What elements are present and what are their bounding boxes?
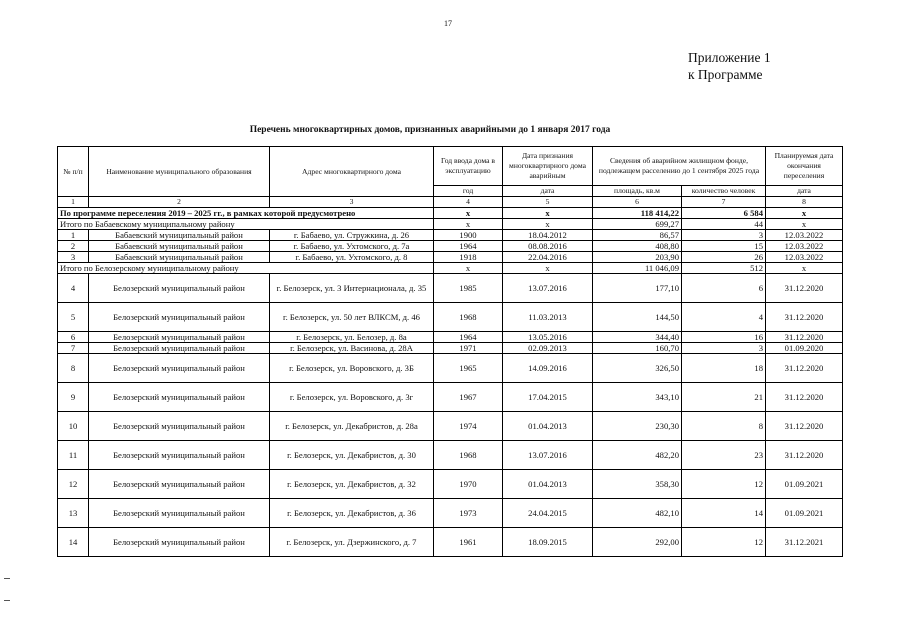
column-number: 5 (503, 197, 593, 208)
subheader-year: год (434, 186, 503, 197)
row-year: 1970 (434, 470, 503, 499)
row-municipality: Белозерский муниципальный район (89, 343, 270, 354)
row-year: 1968 (434, 303, 503, 332)
row-municipality: Белозерский муниципальный район (89, 274, 270, 303)
row-end-date: 31.12.2020 (766, 354, 843, 383)
row-num: 14 (58, 528, 89, 557)
row-people: 4 (682, 303, 766, 332)
program-total-people: 6 584 (682, 208, 766, 219)
row-municipality: Бабаевский муниципальный район (89, 241, 270, 252)
belozersk-total-end: x (766, 263, 843, 274)
row-address: г. Белозерск, ул. Белозер, д. 8а (270, 332, 434, 343)
row-area: 144,50 (593, 303, 682, 332)
table-row (58, 528, 843, 557)
babaevo-total-label: Итого по Бабаевскому муниципальному району (58, 219, 434, 230)
column-number: 2 (89, 197, 270, 208)
subheader-end-date: дата (766, 186, 843, 197)
row-num: 7 (58, 343, 89, 354)
row-end-date: 31.12.2020 (766, 274, 843, 303)
belozersk-total-label: Итого по Белозерскому муниципальному району (58, 263, 434, 274)
row-people: 15 (682, 241, 766, 252)
row-year: 1968 (434, 441, 503, 470)
row-address: г. Белозерск, ул. Васинова, д. 28А (270, 343, 434, 354)
row-num: 9 (58, 383, 89, 412)
program-total-label: По программе переселения 2019 – 2025 гг., в рамках которой предусмотрено (58, 208, 434, 219)
subheader-people: количество человек (682, 186, 766, 197)
row-end-date: 01.09.2020 (766, 343, 843, 354)
header-year: Год ввода дома в эксплуатацию (434, 147, 503, 186)
column-number: 1 (58, 197, 89, 208)
babaevo-total-area: 699,27 (593, 219, 682, 230)
row-num: 12 (58, 470, 89, 499)
row-year: 1918 (434, 252, 503, 263)
row-date: 13.07.2016 (503, 274, 593, 303)
table-row (58, 303, 843, 332)
row-people: 26 (682, 252, 766, 263)
row-num: 2 (58, 241, 89, 252)
column-number: 7 (682, 197, 766, 208)
column-numbers-row (58, 197, 843, 208)
program-total-row (58, 208, 843, 219)
header-planned-end: Планируемая дата окончания переселения (766, 147, 843, 186)
row-date: 22.04.2016 (503, 252, 593, 263)
row-end-date: 01.09.2021 (766, 499, 843, 528)
row-municipality: Белозерский муниципальный район (89, 383, 270, 412)
row-num: 10 (58, 412, 89, 441)
row-date: 11.03.2013 (503, 303, 593, 332)
row-end-date: 31.12.2020 (766, 412, 843, 441)
row-num: 5 (58, 303, 89, 332)
row-date: 02.09.2013 (503, 343, 593, 354)
row-area: 343,10 (593, 383, 682, 412)
row-address: г. Бабаево, ул. Стружкина, д. 26 (270, 230, 434, 241)
table-row (58, 412, 843, 441)
row-year: 1965 (434, 354, 503, 383)
row-end-date: 31.12.2020 (766, 441, 843, 470)
row-date: 08.08.2016 (503, 241, 593, 252)
row-municipality: Белозерский муниципальный район (89, 332, 270, 343)
row-municipality: Бабаевский муниципальный район (89, 252, 270, 263)
row-num: 1 (58, 230, 89, 241)
row-address: г. Белозерск, ул. Декабристов, д. 30 (270, 441, 434, 470)
row-year: 1973 (434, 499, 503, 528)
row-address: г. Бабаево, ул. Ухтомского, д. 8 (270, 252, 434, 263)
row-num: 4 (58, 274, 89, 303)
belozersk-total-date: x (503, 263, 593, 274)
belozersk-total-people: 512 (682, 263, 766, 274)
row-year: 1985 (434, 274, 503, 303)
row-municipality: Белозерский муниципальный район (89, 528, 270, 557)
row-people: 16 (682, 332, 766, 343)
row-end-date: 12.03.2022 (766, 241, 843, 252)
row-end-date: 31.12.2021 (766, 528, 843, 557)
babaevo-total-end: x (766, 219, 843, 230)
row-municipality: Белозерский муниципальный район (89, 412, 270, 441)
row-date: 14.09.2016 (503, 354, 593, 383)
program-total-date: x (503, 208, 593, 219)
header-row (58, 147, 843, 186)
document-title: Перечень многоквартирных домов, признанных аварийными до 1 января 2017 года (249, 125, 611, 135)
table-row (58, 441, 843, 470)
belozersk-total-year: x (434, 263, 503, 274)
row-municipality: Белозерский муниципальный район (89, 470, 270, 499)
row-num: 8 (58, 354, 89, 383)
row-area: 160,70 (593, 343, 682, 354)
header-num: № п/п (58, 147, 89, 197)
row-area: 408,80 (593, 241, 682, 252)
row-num: 13 (58, 499, 89, 528)
row-year: 1971 (434, 343, 503, 354)
row-area: 292,00 (593, 528, 682, 557)
table-row (58, 252, 843, 263)
row-num: 3 (58, 252, 89, 263)
row-people: 12 (682, 528, 766, 557)
row-area: 203,90 (593, 252, 682, 263)
table-row (58, 470, 843, 499)
row-num: 6 (58, 332, 89, 343)
row-end-date: 31.12.2020 (766, 383, 843, 412)
row-address: г. Белозерск, ул. Декабристов, д. 28а (270, 412, 434, 441)
row-end-date: 31.12.2020 (766, 303, 843, 332)
margin-mark (4, 600, 10, 601)
column-number: 4 (434, 197, 503, 208)
row-address: г. Белозерск, ул. Декабристов, д. 36 (270, 499, 434, 528)
babaevo-total-people: 44 (682, 219, 766, 230)
header-fund-info: Сведения об аварийном жилищном фонде, подлежащем расселению до 1 сентября 2025 года (593, 147, 766, 186)
babaevo-total-date: x (503, 219, 593, 230)
row-area: 326,50 (593, 354, 682, 383)
table-row (58, 499, 843, 528)
table-row (58, 332, 843, 343)
row-num: 11 (58, 441, 89, 470)
row-date: 01.04.2013 (503, 470, 593, 499)
row-address: г. Белозерск, ул. Декабристов, д. 32 (270, 470, 434, 499)
row-area: 86,57 (593, 230, 682, 241)
row-address: г. Белозерск, ул. Воровского, д. 3г (270, 383, 434, 412)
row-end-date: 01.09.2021 (766, 470, 843, 499)
row-people: 21 (682, 383, 766, 412)
row-end-date: 12.03.2022 (766, 252, 843, 263)
row-municipality: Белозерский муниципальный район (89, 354, 270, 383)
appendix-line-2: к Программе (688, 67, 763, 82)
row-end-date: 31.12.2020 (766, 332, 843, 343)
column-number: 6 (593, 197, 682, 208)
row-municipality: Белозерский муниципальный район (89, 499, 270, 528)
header-address: Адрес многоквартирного дома (270, 147, 434, 197)
appendix-caption (688, 49, 771, 83)
row-area: 344,40 (593, 332, 682, 343)
row-area: 482,20 (593, 441, 682, 470)
table-row (58, 241, 843, 252)
row-area: 358,30 (593, 470, 682, 499)
header-municipality: Наименование муниципального образования (89, 147, 270, 197)
row-people: 23 (682, 441, 766, 470)
subheader-area: площадь, кв.м (593, 186, 682, 197)
row-date: 18.04.2012 (503, 230, 593, 241)
row-year: 1964 (434, 241, 503, 252)
program-total-area: 118 414,22 (593, 208, 682, 219)
subheader-date: дата (503, 186, 593, 197)
emergency-houses-table (57, 146, 843, 557)
row-people: 18 (682, 354, 766, 383)
margin-mark (4, 578, 10, 579)
appendix-line-1: Приложение 1 (688, 50, 771, 65)
row-end-date: 12.03.2022 (766, 230, 843, 241)
row-date: 01.04.2013 (503, 412, 593, 441)
row-address: г. Бабаево, ул. Ухтомского, д. 7а (270, 241, 434, 252)
babaevo-total-year: x (434, 219, 503, 230)
row-year: 1974 (434, 412, 503, 441)
page-number: 17 (444, 19, 452, 28)
program-total-year: x (434, 208, 503, 219)
row-date: 13.05.2016 (503, 332, 593, 343)
row-year: 1961 (434, 528, 503, 557)
table-row (58, 354, 843, 383)
table-row (58, 230, 843, 241)
column-number: 3 (270, 197, 434, 208)
column-number: 8 (766, 197, 843, 208)
program-total-end: x (766, 208, 843, 219)
row-address: г. Белозерск, ул. 50 лет ВЛКСМ, д. 46 (270, 303, 434, 332)
row-municipality: Белозерский муниципальный район (89, 441, 270, 470)
row-people: 8 (682, 412, 766, 441)
babaevo-total-row (58, 219, 843, 230)
table-row (58, 343, 843, 354)
row-people: 3 (682, 343, 766, 354)
row-year: 1900 (434, 230, 503, 241)
row-people: 12 (682, 470, 766, 499)
row-municipality: Бабаевский муниципальный район (89, 230, 270, 241)
row-date: 24.04.2015 (503, 499, 593, 528)
row-date: 17.04.2015 (503, 383, 593, 412)
row-year: 1964 (434, 332, 503, 343)
row-municipality: Белозерский муниципальный район (89, 303, 270, 332)
row-people: 3 (682, 230, 766, 241)
row-date: 18.09.2015 (503, 528, 593, 557)
belozersk-total-area: 11 046,09 (593, 263, 682, 274)
row-date: 13.07.2016 (503, 441, 593, 470)
row-area: 482,10 (593, 499, 682, 528)
row-address: г. Белозерск, ул. Дзержинского, д. 7 (270, 528, 434, 557)
row-address: г. Белозерск, ул. 3 Интернационала, д. 35 (270, 274, 434, 303)
header-recognition-date: Дата признания многоквартирного дома аварийным (503, 147, 593, 186)
table-row (58, 274, 843, 303)
row-address: г. Белозерск, ул. Воровского, д. 3Б (270, 354, 434, 383)
row-area: 177,10 (593, 274, 682, 303)
table-row (58, 383, 843, 412)
row-area: 230,30 (593, 412, 682, 441)
row-year: 1967 (434, 383, 503, 412)
belozersk-total-row (58, 263, 843, 274)
row-people: 14 (682, 499, 766, 528)
row-people: 6 (682, 274, 766, 303)
